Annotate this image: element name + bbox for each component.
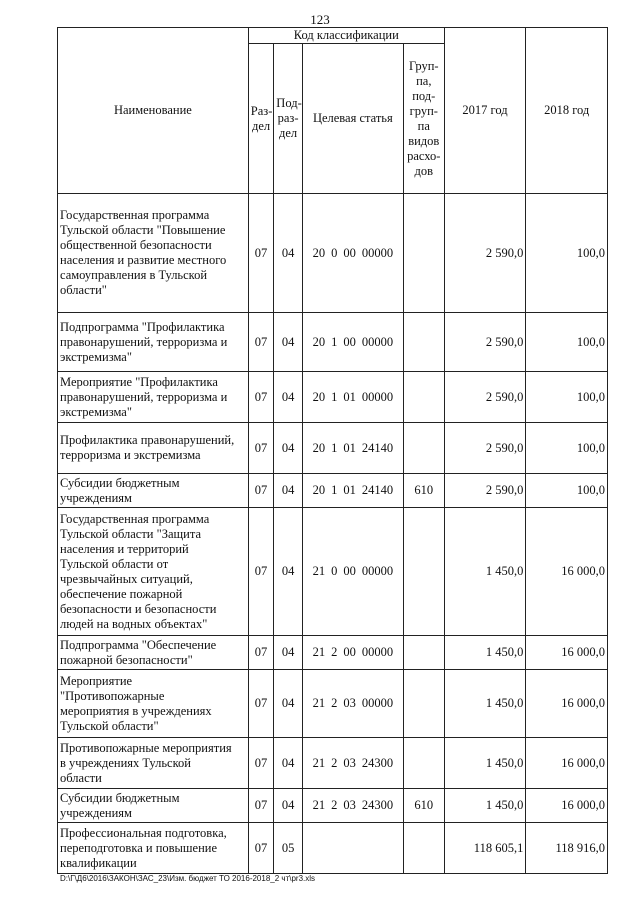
row-target-article-part: 00 <box>343 334 356 349</box>
row-expense-group <box>403 313 444 372</box>
row-target-article-part: 03 <box>343 755 356 770</box>
row-name-line: Мероприятие "Профилактика <box>60 374 218 389</box>
header-expense-group-line: Груп- <box>408 58 439 73</box>
row-amount-2017: 1 450,0 <box>444 789 526 823</box>
row-name-line: в учреждениях Тульской <box>60 755 191 770</box>
row-section: 07 <box>248 313 274 372</box>
row-name-line: области" <box>60 283 107 297</box>
row-target-article-part: 2 <box>331 755 338 770</box>
row-name-line: Подпрограмма "Обеспечение <box>60 637 217 652</box>
row-target-article-part: 20 <box>312 389 326 404</box>
row-name-line: Государственная программа <box>60 511 210 526</box>
row-target-article-part: 01 <box>343 483 356 497</box>
row-name-line: экстремизма" <box>60 404 132 419</box>
header-section-line: Раз- <box>250 103 273 118</box>
header-section-line: дел <box>251 118 271 133</box>
row-subsection: 04 <box>274 423 303 474</box>
table-row <box>58 823 608 874</box>
row-expense-group <box>403 670 444 738</box>
page-number: 123 <box>310 12 330 27</box>
row-target-article <box>302 194 403 313</box>
row-amount-2017: 2 590,0 <box>444 372 526 423</box>
row-amount-2018: 16 000,0 <box>526 789 608 823</box>
row-expense-group <box>403 194 444 313</box>
row-amount-2018: 100,0 <box>526 194 608 313</box>
row-subsection: 05 <box>274 823 303 874</box>
row-amount-2018: 100,0 <box>526 474 608 508</box>
row-name <box>58 474 249 508</box>
row-amount-2017: 2 590,0 <box>444 423 526 474</box>
row-name <box>58 738 249 789</box>
row-target-article-part: 21 <box>312 798 326 812</box>
row-name-line: терроризма и экстремизма <box>60 448 201 462</box>
row-name <box>58 636 249 670</box>
row-target-article <box>302 423 403 474</box>
row-target-article-part: 24300 <box>361 755 394 770</box>
row-amount-2018: 100,0 <box>526 423 608 474</box>
row-name <box>58 194 249 313</box>
header-expense-group-line: груп- <box>409 103 438 118</box>
table-row <box>58 738 608 789</box>
row-target-article <box>302 738 403 789</box>
row-amount-2017: 2 590,0 <box>444 474 526 508</box>
header-classification-code: Код классификации <box>248 28 444 44</box>
row-name-line: Субсидии бюджетным <box>60 790 180 805</box>
row-target-article-part: 00000 <box>361 696 394 710</box>
row-section: 07 <box>248 789 274 823</box>
file-path-footer: D:\Г\Д6\2016\ЗАКОН\ЗАС_23\Изм. бюджет ТО 2016-2018_2 чт\рr3.xls <box>60 874 316 883</box>
row-name-line: Государственная программа <box>60 208 210 222</box>
row-name <box>58 372 249 423</box>
header-expense-group <box>403 44 444 194</box>
row-section: 07 <box>248 738 274 789</box>
row-name <box>58 789 249 823</box>
row-target-article <box>302 313 403 372</box>
row-name <box>58 670 249 738</box>
row-name-line: обеспечение пожарной <box>60 586 183 601</box>
row-target-article-part: 20 <box>312 440 326 455</box>
row-target-article-part: 01 <box>343 440 356 455</box>
row-name-line: Подпрограмма "Профилактика <box>60 319 225 334</box>
row-name-line: пожарной безопасности" <box>60 652 193 667</box>
header-subsection-line: Под- <box>276 96 302 110</box>
row-target-article-part: 03 <box>343 696 356 710</box>
row-amount-2018: 16 000,0 <box>526 738 608 789</box>
row-section: 07 <box>248 508 274 636</box>
row-expense-group <box>403 823 444 874</box>
row-expense-group: 610 <box>403 474 444 508</box>
header-target-article: Целевая статья <box>302 44 403 194</box>
row-section: 07 <box>248 823 274 874</box>
row-name-line: людей на водных объектах" <box>60 616 208 631</box>
row-name-line: правонарушений, терроризма и <box>60 389 228 404</box>
header-expense-group-line: под- <box>412 88 436 103</box>
row-subsection: 04 <box>274 372 303 423</box>
row-subsection: 04 <box>274 738 303 789</box>
row-name-line: мероприятия в учреждениях <box>60 703 212 718</box>
row-subsection: 04 <box>274 194 303 313</box>
row-target-article-part: 21 <box>312 564 326 578</box>
row-expense-group <box>403 508 444 636</box>
row-name <box>58 423 249 474</box>
row-name-line: Профилактика правонарушений, <box>60 433 235 447</box>
table-row <box>58 313 608 372</box>
row-amount-2017: 2 590,0 <box>444 313 526 372</box>
table-row <box>58 194 608 313</box>
row-subsection: 04 <box>274 313 303 372</box>
row-subsection: 04 <box>274 670 303 738</box>
row-amount-2017: 1 450,0 <box>444 508 526 636</box>
row-target-article-part: 20 <box>312 334 326 349</box>
row-amount-2017: 1 450,0 <box>444 670 526 738</box>
row-target-article-part: 24140 <box>361 483 394 497</box>
row-target-article-part: 1 <box>331 440 338 455</box>
row-target-article-part: 2 <box>331 798 338 812</box>
row-section: 07 <box>248 423 274 474</box>
row-expense-group <box>403 636 444 670</box>
row-target-article-part: 21 <box>312 645 326 659</box>
row-target-article-part: 24300 <box>361 798 394 812</box>
row-amount-2017: 1 450,0 <box>444 738 526 789</box>
row-name-line: экстремизма" <box>60 349 132 364</box>
header-expense-group-line: па <box>417 118 430 133</box>
row-target-article-part: 20 <box>312 245 326 260</box>
header-year-2018: 2018 год <box>526 28 608 194</box>
row-target-article <box>302 474 403 508</box>
row-target-article-part: 00000 <box>361 389 394 404</box>
row-amount-2017: 1 450,0 <box>444 636 526 670</box>
row-name-line: населения и развитие местного <box>60 253 227 267</box>
row-amount-2018: 16 000,0 <box>526 636 608 670</box>
header-name: Наименование <box>58 28 249 194</box>
row-amount-2018: 16 000,0 <box>526 508 608 636</box>
row-name-line: "Противопожарные <box>60 688 165 703</box>
row-target-article-part: 20 <box>312 483 326 497</box>
header-year-2017: 2017 год <box>444 28 526 194</box>
row-expense-group <box>403 738 444 789</box>
row-target-article-part: 21 <box>312 696 326 710</box>
row-name <box>58 823 249 874</box>
row-name-line: учреждениям <box>60 490 132 505</box>
row-expense-group <box>403 372 444 423</box>
table-row <box>58 423 608 474</box>
row-target-article-part: 00 <box>343 245 356 260</box>
header-subsection-line: дел <box>279 126 298 140</box>
row-name <box>58 313 249 372</box>
row-target-article-part: 00000 <box>361 245 394 260</box>
row-target-article-part: 1 <box>331 334 338 349</box>
row-target-article-part: 00000 <box>361 645 394 659</box>
header-expense-group-line: па, <box>416 73 432 88</box>
table-row <box>58 789 608 823</box>
row-amount-2018: 100,0 <box>526 313 608 372</box>
table-row <box>58 508 608 636</box>
table-row <box>58 474 608 508</box>
row-target-article-part: 1 <box>331 483 338 497</box>
header-subsection-line: раз- <box>277 111 299 125</box>
row-name-line: правонарушений, терроризма и <box>60 334 228 349</box>
row-name-line: Тульской области "Повышение <box>60 223 226 237</box>
row-amount-2018: 100,0 <box>526 372 608 423</box>
row-target-article-part: 0 <box>331 564 338 578</box>
row-subsection: 04 <box>274 789 303 823</box>
header-subsection <box>274 44 303 194</box>
row-amount-2017: 118 605,1 <box>444 823 526 874</box>
row-target-article-part: 00000 <box>361 334 394 349</box>
row-target-article-part: 1 <box>331 389 338 404</box>
row-section: 07 <box>248 372 274 423</box>
row-name-line: общественной безопасности <box>60 238 212 252</box>
row-target-article-part: 03 <box>343 798 356 812</box>
row-name-line: населения и территорий <box>60 541 189 556</box>
budget-table <box>57 27 608 874</box>
row-section: 07 <box>248 670 274 738</box>
row-name-line: самоуправления в Тульской <box>60 268 208 282</box>
table-row <box>58 372 608 423</box>
row-name-line: Тульской области" <box>60 718 159 733</box>
row-name-line: области <box>60 770 102 785</box>
table-row <box>58 670 608 738</box>
row-amount-2018: 118 916,0 <box>526 823 608 874</box>
row-section: 07 <box>248 474 274 508</box>
row-target-article <box>302 636 403 670</box>
row-amount-2018: 16 000,0 <box>526 670 608 738</box>
row-target-article-part: 00 <box>343 564 356 578</box>
header-expense-group-line: расхо- <box>407 148 441 163</box>
row-target-article-part: 24140 <box>361 440 394 455</box>
header-section <box>248 44 274 194</box>
row-section: 07 <box>248 636 274 670</box>
row-target-article-part: 2 <box>331 696 338 710</box>
header-expense-group-line: видов <box>408 133 440 148</box>
row-target-article <box>302 789 403 823</box>
row-target-article <box>302 823 403 874</box>
row-target-article <box>302 372 403 423</box>
row-name-line: квалификации <box>60 855 137 870</box>
row-name-line: Тульской области от <box>60 556 169 571</box>
row-target-article-part: 01 <box>343 389 356 404</box>
row-subsection: 04 <box>274 474 303 508</box>
row-expense-group: 610 <box>403 789 444 823</box>
row-target-article-part: 2 <box>331 645 338 659</box>
row-name <box>58 508 249 636</box>
row-expense-group <box>403 423 444 474</box>
row-name-line: учреждениям <box>60 805 132 820</box>
row-target-article-part: 00 <box>343 645 356 659</box>
row-name-line: Субсидии бюджетным <box>60 475 180 490</box>
row-amount-2017: 2 590,0 <box>444 194 526 313</box>
row-name-line: Профессиональная подготовка, <box>60 825 227 840</box>
row-name-line: Мероприятие <box>60 673 133 688</box>
row-subsection: 04 <box>274 636 303 670</box>
row-name-line: чрезвычайных ситуаций, <box>60 571 193 586</box>
row-target-article-part: 00000 <box>361 564 394 578</box>
row-target-article-part: 21 <box>312 755 326 770</box>
row-target-article-part: 0 <box>331 245 338 260</box>
row-section: 07 <box>248 194 274 313</box>
row-name-line: переподготовка и повышение <box>60 840 218 855</box>
row-name-line: Тульской области "Защита <box>60 526 202 541</box>
row-name-line: безопасности и безопасности <box>60 601 217 616</box>
header-expense-group-line: дов <box>414 163 434 178</box>
table-row <box>58 636 608 670</box>
row-target-article <box>302 670 403 738</box>
row-name-line: Противопожарные мероприятия <box>60 740 232 755</box>
row-subsection: 04 <box>274 508 303 636</box>
row-target-article <box>302 508 403 636</box>
